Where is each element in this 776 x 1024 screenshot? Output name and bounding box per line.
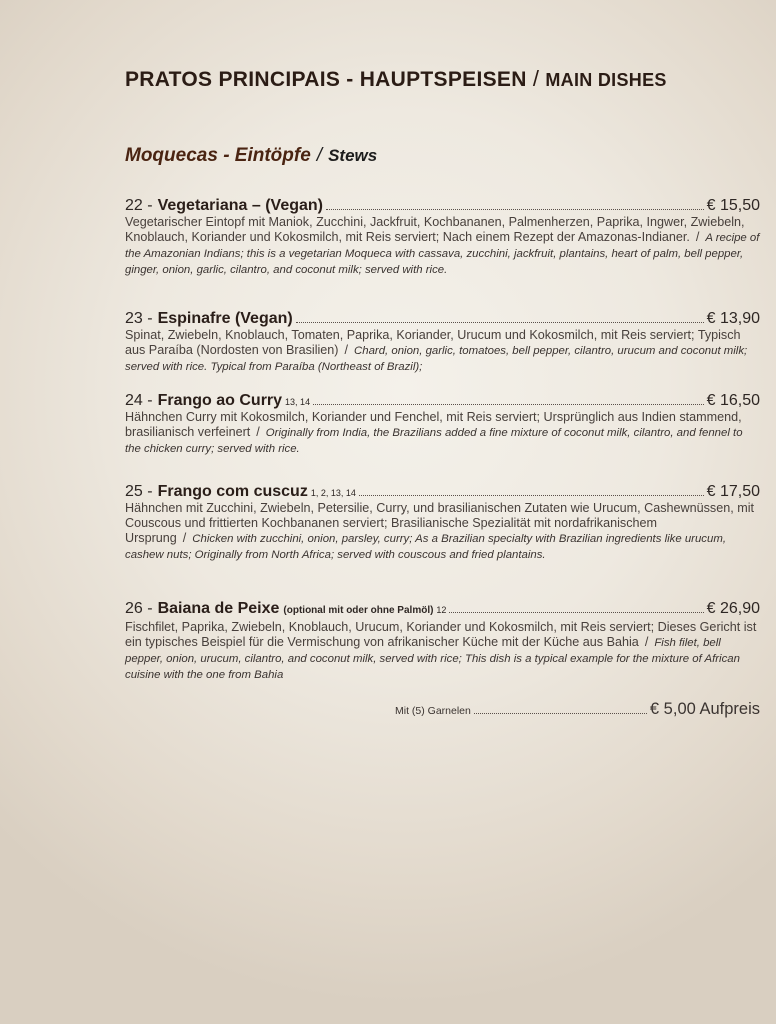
item-name: Frango ao Curry (157, 392, 283, 409)
description-separator: / (344, 343, 349, 357)
dot-leader (359, 495, 704, 496)
dot-leader (326, 209, 704, 210)
description-en: Chard, onion, garlic, tomatoes, bell pepper, cilantro, urucum and coconut milk; served with rice. Typical from Paraíba (Northeast of Brazil); (125, 345, 748, 373)
description-de: Spinat, Zwiebeln, Knoblauch, Tomaten, Paprika, Koriander, Urucum und Kokosmilch, mit Reis serviert; Typisch aus Paraíba (Nordosten von Brasilien) (125, 328, 741, 357)
description-de: Hähnchen Curry mit Kokosmilch, Koriander und Fenchel, mit Reis serviert; Ursprünglich aus Indien stammend, brasilianisch verfeinert (125, 410, 742, 439)
description-separator: / (256, 425, 260, 439)
menu-item (125, 482, 760, 563)
menu-item-header (125, 309, 760, 328)
dot-leader (449, 612, 703, 613)
dot-leader (296, 322, 704, 323)
menu-item (125, 196, 760, 278)
item-name: Vegetariana – (Vegan) (157, 197, 323, 214)
page-title (125, 66, 765, 92)
item-name: Espinafre (Vegan) (157, 310, 293, 327)
menu-item-header: 24 - Frango ao Curry 13, 14 € 16,50 (125, 392, 760, 409)
dot-leader (474, 713, 647, 714)
item-note: (optional mit oder ohne Palmöl) (283, 605, 434, 616)
menu-item-header: 25 - Frango com cuscuz 1, 2, 13, 14 € 17,50 (125, 483, 760, 500)
extra-label: Mit (5) Garnelen (395, 705, 471, 717)
description-de: Vegetarischer Eintopf mit Maniok, Zucchini, Jackfruit, Kochbananen, Palmenherzen, Paprika, Ingwer, Zwiebeln, Knoblauch, Koriander und Kokosmilch, mit Reis serviert; Nach einem Rezept der Amazonas-Indianer. (125, 215, 745, 244)
description-separator: / (644, 635, 649, 649)
item-price: € 15,50 (706, 197, 760, 214)
description-en: Chicken with zucchini, onion, parsley, curry; As a Brazilian specialty with Brazilian ingredients like urucum, cashew nuts; Originally from North Africa; served with couscous and fried plantains. (125, 533, 726, 561)
item-number: 23 - (125, 310, 153, 327)
section-title-en: Stews (328, 146, 378, 165)
description-de: Hähnchen mit Zucchini, Zwiebeln, Petersilie, Curry, und brasilianischen Zutaten wie Urucum, Cashewnüssen, mit Couscous und frittierten Kochbananen serviert; Brasilianische Spezialität mit nordafrikanischem Ursprung (125, 501, 755, 545)
item-name: Baiana de Peixe (157, 600, 280, 617)
title-en: MAIN DISHES (545, 70, 667, 90)
menu-item (125, 599, 760, 683)
description-en: Fish filet, bell pepper, onion, urucum, cilantro, and coconut milk, served with rice; This dish is a typical example for the mixture of African cuisine with the one from Bahia (125, 637, 740, 681)
section-title-de: Moquecas - Eintöpfe (125, 145, 311, 166)
item-number: 22 - (125, 197, 153, 214)
extra-option (395, 700, 760, 719)
item-description (125, 328, 760, 375)
item-description (125, 215, 760, 278)
menu-item (125, 391, 760, 457)
item-number: 25 - (125, 483, 153, 500)
item-description (125, 620, 760, 683)
description-separator: / (182, 531, 187, 545)
description-en: A recipe of the Amazonian Indians; this is a vegetarian Moqueca with cassava, zucchini, jackfruit, plantains, heart of palm, bell pepper, ginger, onion, garlic, cilantro, and coconut milk; served with rice. (125, 232, 760, 276)
menu-item-header: 26 - Baiana de Peixe (optional mit oder ohne Palmöl) 12 € 26,90 (125, 599, 760, 620)
item-number: 26 - (125, 600, 153, 617)
item-description (125, 501, 760, 563)
item-number: 24 - (125, 392, 153, 409)
item-price: € 16,50 (706, 392, 760, 409)
description-de: Fischfilet, Paprika, Zwiebeln, Knoblauch, Urucum, Koriander und Kokosmilch, mit Reis serviert; Dieses Gericht ist ein typisches Beispiel für die Vermischung von afrikanischer Küche mit der Küche aus Bahia (125, 620, 757, 649)
title-pt-de: PRATOS PRINCIPAIS - HAUPTSPEISEN (125, 68, 527, 91)
section-separator: / (316, 145, 323, 166)
item-price: € 17,50 (706, 483, 760, 500)
description-en: Originally from India, the Brazilians added a fine mixture of coconut milk, cilantro, and fennel to the chicken curry; served with rice. (125, 427, 743, 455)
item-price: € 26,90 (706, 600, 760, 617)
section-title (125, 145, 377, 167)
item-price: € 13,90 (706, 310, 760, 327)
description-separator: / (695, 230, 700, 244)
title-separator: / (532, 66, 540, 91)
menu-item-header (125, 196, 760, 215)
dot-leader (313, 404, 704, 405)
item-description (125, 410, 760, 457)
extra-price: € 5,00 Aufpreis (649, 700, 760, 718)
item-name: Frango com cuscuz (157, 483, 308, 500)
menu-item (125, 309, 760, 375)
